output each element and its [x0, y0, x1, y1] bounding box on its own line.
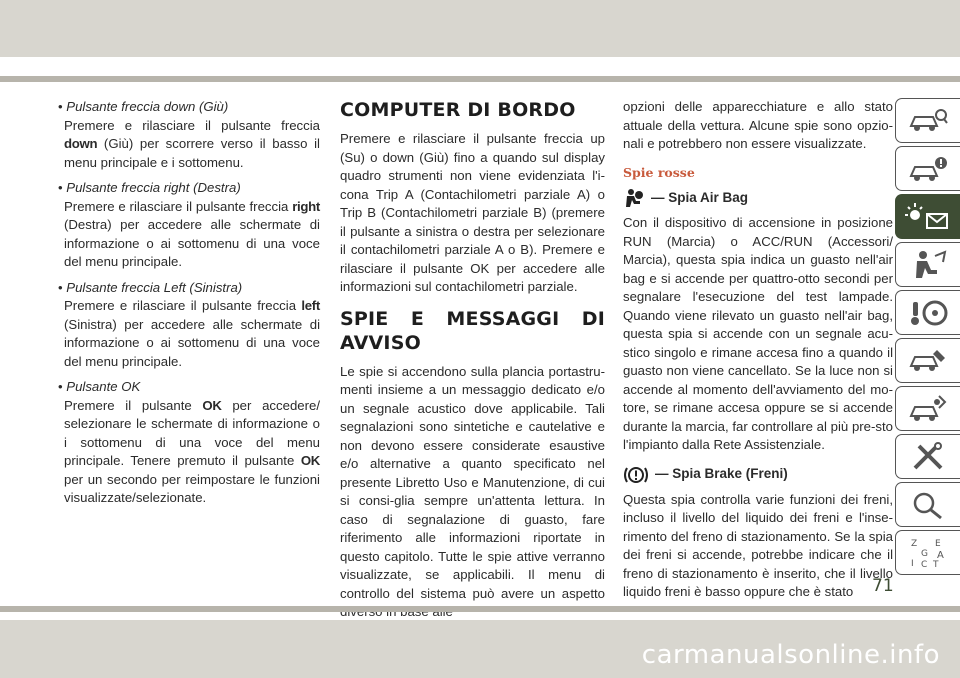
bullet-heading: • Pulsante freccia down (Giù): [58, 98, 320, 117]
svg-text:C: C: [921, 559, 928, 570]
paragraph-computer: Premere e rilasciare il pulsante freccia up (Su) o down (Giù) fino a quando sul display quadro strumenti non viene evidenziata l'i-cona Trip A (Contachilometri parziale A) o Trip B (Contachilometri parziale B) (premere il pulsante a sinistra o destra per selezionare il contachilometri parziale A o B). Premere e rilasciare il pulsante OK per accedere alle informazioni sul contachilometri parziale.: [340, 131, 605, 294]
brake-icon: [623, 465, 649, 485]
airbag-title-text: — Spia Air Bag: [651, 189, 749, 205]
bullet-down: [58, 98, 320, 172]
svg-text:A: A: [937, 549, 944, 561]
airbag-title: [623, 188, 893, 208]
alphabet-index-icon: [907, 536, 949, 570]
tab-maintenance[interactable]: [895, 386, 960, 431]
bullet-heading: • Pulsante OK: [58, 378, 320, 397]
svg-text:I: I: [911, 558, 914, 569]
car-service-icon: [907, 346, 949, 376]
airbag-icon: [623, 188, 645, 208]
tab-airbag-seat[interactable]: [895, 242, 960, 287]
tab-tools[interactable]: [895, 434, 960, 479]
bullet-heading: • Pulsante freccia right (Destra): [58, 179, 320, 198]
bullet-ok: [58, 378, 320, 508]
maintenance-icon: [907, 394, 949, 424]
chapter-tabs: [895, 98, 960, 578]
bullet-body: [58, 117, 320, 173]
bullet-body: [58, 297, 320, 371]
svg-text:Z: Z: [911, 538, 918, 549]
tab-index-search[interactable]: [895, 482, 960, 527]
subheading-red-lights: Spie rosse: [623, 164, 695, 180]
keyword: OK: [202, 397, 222, 413]
car-info-icon: [907, 106, 949, 136]
section-heading-computer: COMPUTER DI BORDO: [340, 99, 576, 121]
airbag-seat-icon: [907, 250, 949, 280]
body-text: Premere e rilasciare il pulsante freccia: [64, 298, 302, 313]
svg-text:G: G: [921, 548, 928, 559]
tab-car-info[interactable]: [895, 98, 960, 143]
top-band: [0, 0, 960, 57]
body-text: Premere il pulsante: [64, 397, 203, 413]
tab-alphabet-index[interactable]: [895, 530, 960, 575]
brake-title-text: — Spia Brake (Freni): [655, 466, 788, 482]
car-warning-icon: [907, 154, 949, 184]
keyword: right: [292, 198, 320, 214]
top-rule: [0, 76, 960, 82]
svg-text:E: E: [935, 538, 941, 549]
keyword: left: [301, 298, 320, 313]
section-heading-spie: SPIE E MESSAGGI DI AVVISO: [340, 307, 605, 354]
body-text: (Giù) per scorrere verso il basso il menu principale e i sottomenu.: [64, 136, 320, 170]
bullet-body: [58, 198, 320, 272]
tab-steering[interactable]: [895, 290, 960, 335]
svg-text:T: T: [933, 559, 939, 570]
footer-watermark: carmanualsonline.info: [641, 640, 940, 670]
bullet-right: [58, 179, 320, 272]
bullet-heading: • Pulsante freccia Left (Sinistra): [58, 279, 320, 298]
paragraph-continued: opzioni delle apparecchiature e allo stato attuale della vettura. Alcune spie sono opzio-nali e potrebbero non essere visualizzate.: [623, 99, 893, 151]
column-3: [623, 98, 893, 612]
body-text: per accedere/ selezionare le schermate di informazione o i sottomenu di una voce del menu principale. Tenere premuto il pulsante: [64, 397, 320, 468]
index-search-icon: [907, 490, 949, 520]
tools-icon: [907, 442, 949, 472]
bullet-body: [58, 397, 320, 508]
paragraph-spie: Le spie si accendono sulla plancia portastru-menti insieme a un messaggio dedicato e/o un segnale acustico dove applicabile. Tali segnalazioni sono sintetiche e cautelative e non devono essere considerate esaustive e/o alternative a quanto specificato nel presente Libretto Uso e Manutenzione, di cui si consi-glia sempre un'attenta lettura. In caso di segnalazione di guasto, fare riferimento alle informazioni riportate in questo capitolo. Tutte le spie attive verranno visualizzate, se applicabili. Il menu di controllo del sistema può avere un aspetto: [340, 363, 605, 601]
body-text: (Sinistra) per accedere alle schermate di informazione o ai sottomenu di una voce del menu principale.: [64, 316, 320, 369]
paragraph-brake: Questa spia controlla varie funzioni dei freni, incluso il livello del liquido dei freni e l'inse-rimento del freno di stazionamento. Se la spia dei freni si accende, potrebbe indicare che il freno di stazionamento è inserito, che il livello liquido freni è basso oppure che è stato: [623, 491, 893, 599]
keyword: OK: [300, 453, 320, 468]
bullet-left: [58, 279, 320, 372]
tab-car-service[interactable]: [895, 338, 960, 383]
steering-icon: [907, 298, 949, 328]
bottom-rule: [0, 606, 960, 612]
tab-car-warning[interactable]: [895, 146, 960, 191]
column-2: [340, 98, 605, 632]
body-text: Premere e rilasciare il pulsante freccia: [64, 198, 293, 214]
brake-title: [623, 465, 893, 485]
keyword: down: [64, 136, 98, 151]
warning-lights-icon: [905, 201, 951, 233]
tab-warning-lights[interactable]: [895, 194, 960, 239]
body-text: Premere e rilasciare il pulsante freccia: [64, 117, 320, 133]
column-1: [58, 98, 320, 515]
body-text: (Destra) per accedere alle schermate di informazione o ai sottomenu di una voce del menu principale.: [64, 217, 320, 269]
body-text: per un secondo per reimpostare le funzioni visualizzate/selezionate.: [64, 471, 320, 505]
paragraph-airbag: Con il dispositivo di accensione in posizione RUN (Marcia) o ACC/RUN (Accessori/ Marcia), questa spia indica un guasto nell'air bag e si accende per quattro-otto secondi per segnalare l'esecuzione del test lampade. Quando viene rilevato un guasto nell'air bag, questa spia si accende con un segnale acu-stico singolo e rimane accesa fino a quando il guasto non viene cancellato. Se la luce non si accende al momento dell'avviamento del mo-tore, se rimane accesa oppure se si accende durante la marcia, far controllare al più pre-sto l'impianto dalla Rete Assistenziale.: [623, 215, 893, 452]
page-number: 71: [872, 576, 894, 596]
